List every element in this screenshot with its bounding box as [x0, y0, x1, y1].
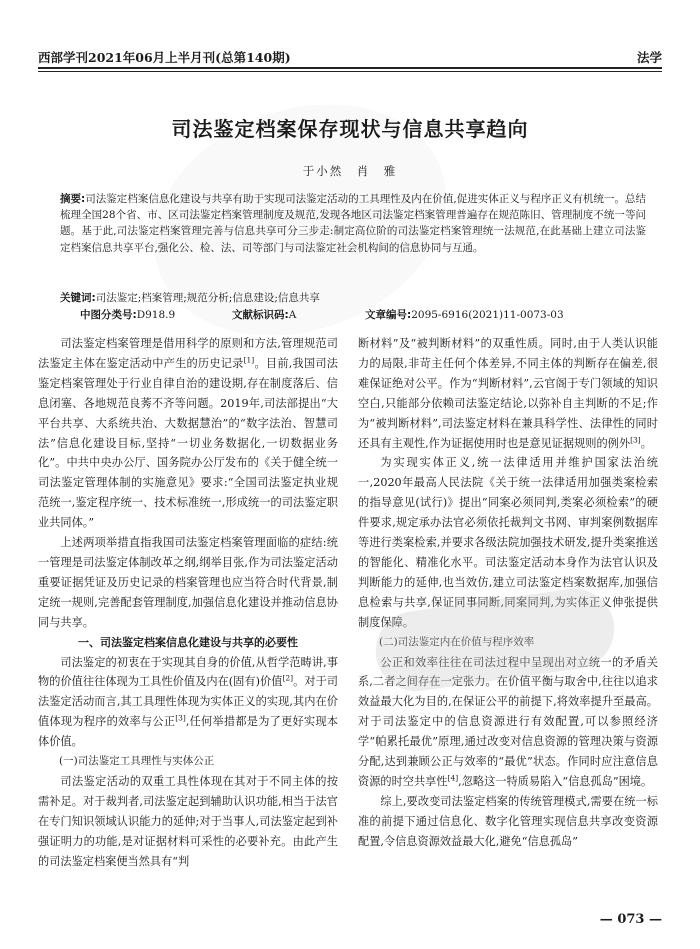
paragraph: 公正和效率往往在司法过程中呈现出对立统一的矛盾关系,二者之间存在一定张力。在价值平衡与取舍中,往往以追求效益最大化为目的,在保证公平的前提下,将效率提升至最高。对于司法鉴定中的信息资源进行有效配置,可以参照经济学“帕累托最优”原理,通过改变对信息资源的管理决策与资源分配,达到兼顾公正与效率的“最优”状态。作同时应注意信息资源的时空共享性[4],忽略这一特质易陷入“信息孤岛”困境。 [358, 655, 658, 788]
paragraph: 司法鉴定活动的双重工具性体现在其对于不同主体的按需补足。对于裁判者,司法鉴定起到辅助认识功能,相当于法官在专门知识领域认识能力的延伸;对于当事人,司法鉴定起到补强证明力的功能,是对证据材料可采性的必要补充。由此产生的司法鉴定档案便当然具有“判 [38, 774, 338, 868]
citation: [2] [282, 673, 294, 683]
citation: [4] [447, 773, 459, 783]
keywords-label: 关键词: [60, 292, 96, 304]
doc-label: 文献标识码: [232, 309, 289, 321]
left-column [38, 334, 338, 871]
paragraph: 司法鉴定档案管理是借用科学的原则和方法,管理规范司法鉴定主体在鉴定活动中产生的历史记录[1]。目前,我国司法鉴定档案管理处于行业自律自治的建设期,存在制度落后、信息闭塞、各地规范良莠不齐等问题。2019年,司法部提出“大平台共享、大系统共治、大数据慧治”的“数字法治、智慧司法”信息化建设目标,坚持“一切业务数据化,一切数据业务化”。中共中央办公厅、国务院办公厅发布的《关于健全统一司法鉴定管理体制的实施意见》要求:“全国司法鉴定执业规范统一,鉴定程序统一、技术标准统一,形成统一的司法鉴定职业共同体。” [38, 337, 338, 530]
citation: [1] [243, 355, 255, 365]
clc-label: 中图分类号: [80, 309, 137, 321]
art-label: 文章编号: [365, 309, 412, 321]
doc-value: A [288, 309, 297, 321]
abstract [60, 191, 646, 256]
article-number [365, 307, 564, 322]
page-number: — 073 — [599, 912, 662, 927]
citation: [3] [175, 713, 186, 723]
paragraph: 为实现实体正义,统一法律适用并维护国家法治统一,2020年最高人民法院《关于统一法律适用加强类案检索的指导意见(试行)》提出“同案必须同判,类案必须检索”的硬件要求,规定承办法官必须依托裁判文书网、审判案例数据库等进行类案检索,并要求各级法院加强技术研发,提升类案推送的智能化、精准化水平。司法鉴定活动本身作为法官认识及判断能力的延伸,也当效仿,建立司法鉴定档案数据库,加强信息检索与共享,保证同事同断,同案同判,为实体正义伸张提供制度保障。 [358, 456, 658, 629]
article-title: 司法鉴定档案保存现状与信息共享趋向 [171, 117, 529, 141]
paragraph: 综上,要改变司法鉴定档案的传统管理模式,需要在统一标准的前提下通过信息化、数字化管理实现信息共享改变资源配置,令信息资源效益最大化,避免“信息孤岛” [358, 794, 658, 848]
section-heading: 一、司法鉴定档案信息化建设与共享的必要性 [78, 635, 298, 649]
clc-number [80, 307, 175, 322]
paragraph: 上述两项举措直指我国司法鉴定档案管理面临的症结:统一管理是司法鉴定体制改革之纲,纲举目张,作为司法鉴定活动重要证据凭证及历史记录的档案管理也应当符合时代背景,制定统一规则,完善配套管理制度,加强信息化建设并推动信息协同与共享。 [38, 536, 338, 629]
art-value: 2095-6916(2021)11-0073-03 [411, 309, 564, 321]
subsection-heading: (一)司法鉴定工具理性与实体公正 [59, 755, 215, 768]
paragraph: 司法鉴定的初衷在于实现其自身的价值,从哲学范畴讲,事物的价值往往体现为工具性价值及内在(固有)价值[2]。对于司法鉴定活动而言,其工具理性体现为实体正义的实现,其内在价值体现为程序的效率与公正[3],任何举措都是为了更好实现本体价值。 [38, 655, 338, 749]
running-header [38, 46, 662, 66]
keywords-text: 司法鉴定;档案管理;规范分析;信息建设;信息共享 [95, 292, 320, 304]
abstract-label: 摘要: [60, 193, 86, 205]
header-rule-thick [38, 67, 662, 69]
clc-value: D918.9 [136, 309, 176, 321]
subsection-heading: (二)司法鉴定内在价值与程序效率 [379, 635, 535, 648]
citation: [3] [630, 434, 641, 444]
article-authors: 于小然 肖 雅 [302, 164, 398, 178]
abstract-text: 司法鉴定档案信息化建设与共享有助于实现司法鉴定活动的工具理性及内在价值,促进实体正义与程序正义有机统一。总结梳理全国28个省、市、区司法鉴定档案管理制度及规范,发现各地区司法鉴定档案管理普遍存在规范陈旧、管理制度不统一等问题。基于此,司法鉴定档案管理完善与信息共享可分三步走:制定高位阶的司法鉴定档案管理统一法规范,在此基础上建立司法鉴定档案信息共享平台,强化公、检、法、司等部门与司法鉴定社会机构间的信息协同与互通。 [60, 193, 646, 254]
doc-code [232, 307, 296, 322]
keywords [60, 290, 646, 305]
paragraph: 断材料”及“被判断材料”的双重性质。同时,由于人类认识能力的局限,非苛主任何个体差异,不同主体的判断存在偏差,很难保证绝对公平。作为“判断材料”,云官阁于专门领域的知识空白,只能部分依赖司法鉴定结论,以弥补自主判断的不足;作为“被判断材料”,司法鉴定材料在兼具科学性、法律性的同时还具有主观性,作为证据使用时也是意见证据规则的例外[3]。 [358, 337, 658, 450]
section-header: 法学 [636, 50, 662, 65]
header-rule-thin [38, 71, 662, 72]
right-column [358, 334, 658, 852]
journal-header: 西部学刊2021年06月上半月刊(总第140期) [38, 50, 291, 65]
